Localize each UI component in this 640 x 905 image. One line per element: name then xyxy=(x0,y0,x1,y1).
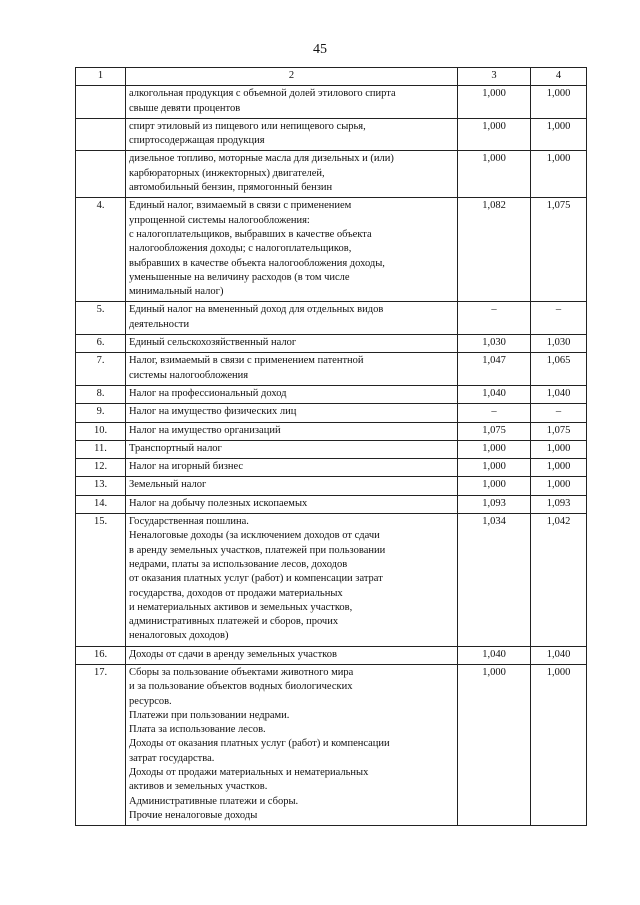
coefficient-col4: 1,000 xyxy=(531,459,587,477)
description-line: Налог, взимаемый в связи с применением патентной xyxy=(129,355,364,367)
coefficient-col3: 1,040 xyxy=(458,385,531,403)
description-line: ресурсов. xyxy=(129,695,172,707)
row-description xyxy=(126,477,458,495)
description-line: Прочие неналоговые доходы xyxy=(129,809,258,821)
coefficient-col3: 1,000 xyxy=(458,440,531,458)
coefficient-col3: 1,075 xyxy=(458,422,531,440)
description-line: минимальный налог) xyxy=(129,286,224,298)
table-row xyxy=(76,302,587,335)
description-line: спирт этиловый из пищевого или непищевого сырья, xyxy=(129,120,366,132)
table-row xyxy=(76,514,587,647)
description-line: в аренду земельных участков, платежей при пользовании xyxy=(129,544,386,556)
coefficient-col3: 1,082 xyxy=(458,198,531,302)
description-line: Платежи при пользовании недрами. xyxy=(129,709,290,721)
coefficient-col3: 1,000 xyxy=(458,477,531,495)
row-description xyxy=(126,118,458,151)
description-line: свыше девяти процентов xyxy=(129,102,241,114)
coefficient-col4: 1,075 xyxy=(531,422,587,440)
row-number: 9. xyxy=(76,404,126,422)
coefficient-col4: 1,075 xyxy=(531,198,587,302)
description-line: Налог на имущество организаций xyxy=(129,424,281,436)
coefficient-col4: 1,000 xyxy=(531,118,587,151)
coefficient-col4: – xyxy=(531,404,587,422)
row-description xyxy=(126,495,458,513)
description-line: Налог на имущество физических лиц xyxy=(129,406,297,418)
description-line: карбюраторных (инжекторных) двигателей, xyxy=(129,167,325,179)
row-number: 8. xyxy=(76,385,126,403)
page-number: 45 xyxy=(313,42,327,57)
coefficient-col4: 1,042 xyxy=(531,514,587,647)
table-row xyxy=(76,385,587,403)
description-line: автомобильный бензин, прямогонный бензин xyxy=(129,182,333,194)
description-line: дизельное топливо, моторные масла для дизельных и (или) xyxy=(129,153,394,165)
description-line: Неналоговые доходы (за исключением доходов от сдачи xyxy=(129,530,380,542)
row-number: 14. xyxy=(76,495,126,513)
description-line: Административные платежи и сборы. xyxy=(129,795,299,807)
description-line: Доходы от оказания платных услуг (работ) и компенсации xyxy=(129,738,390,750)
description-line: и за пользование объектов водных биологических xyxy=(129,681,353,693)
table-row xyxy=(76,353,587,386)
row-description xyxy=(126,353,458,386)
coefficient-col3: 1,000 xyxy=(458,459,531,477)
coefficient-col4: 1,065 xyxy=(531,353,587,386)
description-line: затрат государства. xyxy=(129,752,215,764)
coefficient-col4: – xyxy=(531,302,587,335)
description-line: Плата за использование лесов. xyxy=(129,724,266,736)
row-number: 17. xyxy=(76,664,126,825)
table-row xyxy=(76,664,587,825)
table-row xyxy=(76,459,587,477)
row-description xyxy=(126,151,458,198)
row-number xyxy=(76,118,126,151)
coefficient-col3: 1,047 xyxy=(458,353,531,386)
row-description xyxy=(126,514,458,647)
coefficient-col4: 1,000 xyxy=(531,477,587,495)
table-row xyxy=(76,422,587,440)
table-row xyxy=(76,477,587,495)
row-number xyxy=(76,151,126,198)
description-line: деятельности xyxy=(129,318,190,330)
table-row xyxy=(76,118,587,151)
coefficient-col3: 1,040 xyxy=(458,646,531,664)
row-description xyxy=(126,459,458,477)
description-line: Земельный налог xyxy=(129,479,207,491)
table-row xyxy=(76,151,587,198)
row-number: 4. xyxy=(76,198,126,302)
description-line: Сборы за пользование объектами животного мира xyxy=(129,666,354,678)
table-row xyxy=(76,86,587,119)
coefficient-col4: 1,000 xyxy=(531,664,587,825)
coefficient-col4: 1,093 xyxy=(531,495,587,513)
coefficient-col3: – xyxy=(458,302,531,335)
row-number: 16. xyxy=(76,646,126,664)
description-line: Налог на добычу полезных ископаемых xyxy=(129,497,308,509)
description-line: Доходы от продажи материальных и нематериальных xyxy=(129,767,369,779)
table-row xyxy=(76,646,587,664)
header-cell: 2 xyxy=(126,68,458,86)
description-line: активов и земельных участков. xyxy=(129,781,268,793)
description-line: спиртосодержащая продукция xyxy=(129,135,265,147)
header-cell: 3 xyxy=(458,68,531,86)
coefficient-col3: 1,000 xyxy=(458,151,531,198)
description-line: алкогольная продукция с объемной долей этилового спирта xyxy=(129,88,396,100)
coefficient-col4: 1,040 xyxy=(531,385,587,403)
row-number: 5. xyxy=(76,302,126,335)
row-description xyxy=(126,664,458,825)
description-line: уменьшенные на величину расходов (в том числе xyxy=(129,271,350,283)
coefficient-col4: 1,030 xyxy=(531,335,587,353)
row-description xyxy=(126,385,458,403)
row-description xyxy=(126,198,458,302)
description-line: от оказания платных услуг (работ) и компенсации затрат xyxy=(129,573,383,585)
description-line: системы налогообложения xyxy=(129,369,249,381)
table-row xyxy=(76,440,587,458)
header-cell: 4 xyxy=(531,68,587,86)
row-number: 10. xyxy=(76,422,126,440)
description-line: административных платежей и сборов, прочих xyxy=(129,616,339,628)
coefficient-col3: 1,000 xyxy=(458,86,531,119)
row-description xyxy=(126,335,458,353)
coefficient-col3: – xyxy=(458,404,531,422)
coefficient-col4: 1,000 xyxy=(531,151,587,198)
description-line: неналоговых доходов) xyxy=(129,630,229,642)
description-line: Налог на игорный бизнес xyxy=(129,461,244,473)
description-line: Единый налог, взимаемый в связи с применением xyxy=(129,200,352,212)
coefficient-col4: 1,000 xyxy=(531,86,587,119)
coefficient-col3: 1,000 xyxy=(458,118,531,151)
table-header-row xyxy=(76,68,587,86)
table-row xyxy=(76,198,587,302)
table-row xyxy=(76,404,587,422)
description-line: упрощенной системы налогообложения: xyxy=(129,214,310,226)
coefficient-col3: 1,000 xyxy=(458,664,531,825)
coefficient-col4: 1,000 xyxy=(531,440,587,458)
row-number xyxy=(76,86,126,119)
row-number: 6. xyxy=(76,335,126,353)
description-line: Доходы от сдачи в аренду земельных участков xyxy=(129,648,337,660)
coefficient-col4: 1,040 xyxy=(531,646,587,664)
row-description xyxy=(126,302,458,335)
description-line: Единый налог на вмененный доход для отдельных видов xyxy=(129,304,384,316)
row-number: 11. xyxy=(76,440,126,458)
row-description xyxy=(126,440,458,458)
coefficient-col3: 1,093 xyxy=(458,495,531,513)
row-description xyxy=(126,646,458,664)
description-line: недрами, платы за использование лесов, доходов xyxy=(129,558,348,570)
description-line: Транспортный налог xyxy=(129,442,222,454)
description-line: государства, доходов от продажи материальных xyxy=(129,587,343,599)
coefficient-col3: 1,034 xyxy=(458,514,531,647)
row-description xyxy=(126,86,458,119)
row-number: 13. xyxy=(76,477,126,495)
description-line: Единый сельскохозяйственный налог xyxy=(129,337,297,349)
table-row xyxy=(76,495,587,513)
row-description xyxy=(126,422,458,440)
row-number: 12. xyxy=(76,459,126,477)
header-cell: 1 xyxy=(76,68,126,86)
coefficient-col3: 1,030 xyxy=(458,335,531,353)
description-line: и нематериальных активов и земельных участков, xyxy=(129,601,353,613)
description-line: Налог на профессиональный доход xyxy=(129,387,287,399)
row-number: 15. xyxy=(76,514,126,647)
description-line: с налогоплательщиков, выбравших в качестве объекта xyxy=(129,228,372,240)
row-description xyxy=(126,404,458,422)
description-line: налогообложения доходы; с налогоплательщиков, xyxy=(129,243,352,255)
description-line: Государственная пошлина. xyxy=(129,516,249,528)
description-line: выбравших в качестве объекта налогообложения доходы, xyxy=(129,257,385,269)
table-row xyxy=(76,335,587,353)
coefficients-table xyxy=(75,67,587,826)
row-number: 7. xyxy=(76,353,126,386)
